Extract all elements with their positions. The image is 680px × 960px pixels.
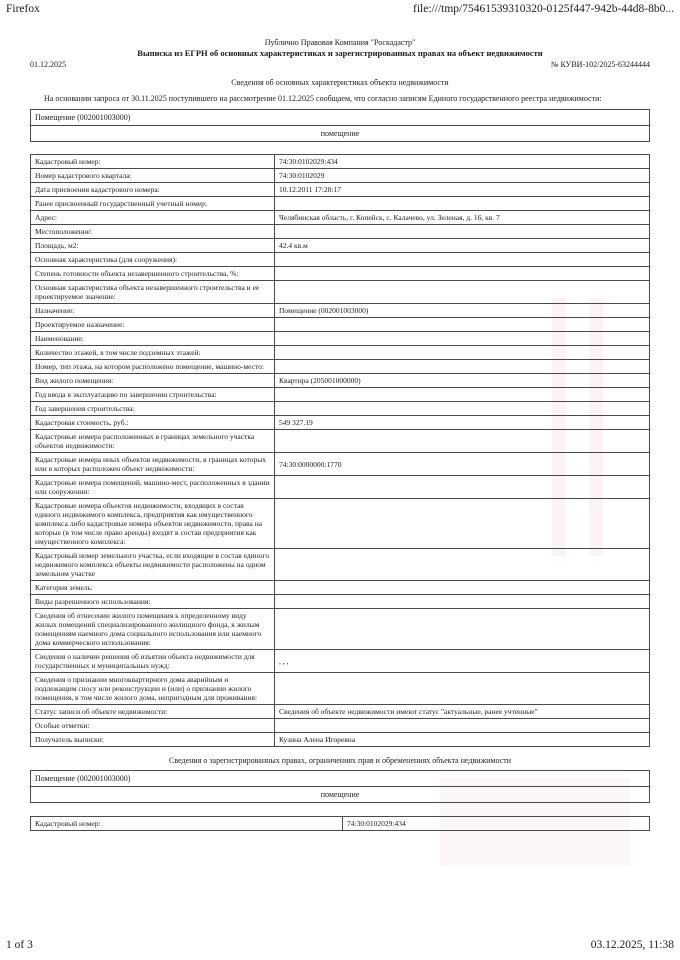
table-row [31,402,650,416]
row-label: Сведения о наличии решения об изъятии объекта недвижимости для государственных и муниципальных нужд: [31,650,275,673]
row-value [275,281,650,304]
object-type: Помещение (002001003000) [31,771,650,787]
row-value [275,332,650,346]
table-row [31,267,650,281]
row-label: Год завершения строительства: [31,402,275,416]
row-label: Проектируемое назначение: [31,318,275,332]
main-table-body [31,155,650,747]
object-type-row [31,110,650,126]
section-title-rights: Сведения о зарегистрированных правах, ограничениях прав и обременениях объекта недвижимости [169,756,511,765]
row-label: Вид жилого помещения: [31,374,275,388]
rights-object-header-table [30,770,650,803]
table-row [31,719,650,733]
document-url: file:///tmp/75461539310320-0125f447-942b-44d8-8b0... [413,3,674,15]
row-label: Основная характеристика объекта незавершенного строительства и ее проектируемое значение: [31,281,275,304]
row-label: Площадь, м2: [31,239,275,253]
row-label: Категория земель: [31,581,275,595]
app-title: Firefox [6,3,40,15]
row-value: 74:30:0000000:1770 [275,453,650,476]
object-type-row [31,771,650,787]
intro-paragraph: На основании запроса от 30.11.2025 поступившего на рассмотрение 01.12.2025 сообщаем, что согласно записям Единого государственного реестра недвижимости: [44,94,602,103]
row-value [275,499,650,549]
table-row [31,650,650,673]
table-row [31,281,650,304]
row-label: Основная характеристика (для сооружения): [31,253,275,267]
document-meta [30,60,650,69]
row-label: Адрес: [31,211,275,225]
table-row [31,673,650,705]
row-label: Год ввода в эксплуатацию по завершении строительства: [31,388,275,402]
row-label: Виды разрешенного использования: [31,595,275,609]
row-value: 549 327.19 [275,416,650,430]
row-value [275,595,650,609]
company-name: Публично Правовая Компания "Роскадастр" [264,38,416,47]
object-header-table [30,109,650,142]
table-row [31,453,650,476]
row-value [275,402,650,416]
table-row [31,581,650,595]
row-value: Сведения об объекте недвижимости имеют статус "актуальные, ранее учтенные" [275,705,650,719]
row-value: Кузина Алена Игоревна [275,733,650,747]
table-row [31,705,650,719]
page-indicator: 1 of 3 [6,939,33,951]
table-row [31,318,650,332]
row-label: Дата присвоения кадастрового номера: [31,183,275,197]
row-label: Кадастровая стоимость, руб.: [31,416,275,430]
row-label: Кадастровые номера помещений, машино-мест, расположенных в здании или сооружении: [31,476,275,499]
row-label: Местоположение: [31,225,275,239]
row-label: Ранее присвоенный государственный учетный номер: [31,197,275,211]
row-label: Кадастровый номер: [31,155,275,169]
row-value: 74:30:0102029 [275,169,650,183]
row-value: 74:30:0102029:434 [275,155,650,169]
row-value [275,318,650,332]
table-row [31,239,650,253]
row-label: Получатель выписки: [31,733,275,747]
table-row [31,374,650,388]
object-kind: помещение [31,787,650,803]
document-title: Выписка из ЕГРН об основных характеристиках и зарегистрированных правах на объект недвижимости [137,48,543,58]
table-row [31,388,650,402]
row-label: Номер, тип этажа, на котором расположено помещение, машино-место: [31,360,275,374]
object-kind-row [31,126,650,142]
table-row [31,197,650,211]
print-datetime: 03.12.2025, 11:38 [590,939,674,951]
row-value [275,346,650,360]
table-row [31,183,650,197]
row-value: 74:30:0102029:434 [343,817,650,831]
table-row [31,346,650,360]
row-value: Челябинская область, г. Копейск, с. Калачево, ул. Зеленая, д. 16, кв. 7 [275,211,650,225]
row-value: Помещение (002001003000) [275,304,650,318]
row-label: Количество этажей, в том числе подземных этажей: [31,346,275,360]
row-value [275,267,650,281]
print-header [6,3,674,15]
row-label: Степень готовности объекта незавершенного строительства, %: [31,267,275,281]
table-row [31,416,650,430]
row-label: Сведения об отнесении жилого помещения к определенному виду жилых помещений специализированного жилищного фонда, к жилым помещениям наемного дома социального использования или наемного дома коммерческого использования: [31,609,275,650]
row-value [275,430,650,453]
object-kind: помещение [31,126,650,142]
row-value [275,476,650,499]
row-value [275,549,650,581]
document-page [30,38,650,831]
table-row [31,549,650,581]
document-date: 01.12.2025 [30,60,66,69]
table-row [31,332,650,346]
table-row [31,304,650,318]
table-row [31,499,650,549]
document-number: № КУВИ-102/2025-63244444 [550,60,650,69]
table-row [31,733,650,747]
row-value [275,360,650,374]
row-label: Кадастровые номера иных объектов недвижимости, в границах которых или в которых расположен объект недвижимости: [31,453,275,476]
table-row [31,225,650,239]
row-value [275,609,650,650]
print-footer [6,939,674,951]
row-value [275,581,650,595]
row-value [275,719,650,733]
table-row [31,476,650,499]
main-characteristics-table [30,154,650,747]
row-value [275,197,650,211]
row-label: Назначение: [31,304,275,318]
row-label: Сведения о признании многоквартирного дома аварийным и подлежащим сносу или реконструкции и (или) о признании жилого помещения, в том числе жилого дома, непригодным для проживания: [31,673,275,705]
table-row [31,211,650,225]
row-value: 42.4 кв.м [275,239,650,253]
row-value: Квартира (205001000000) [275,374,650,388]
table-row [31,155,650,169]
object-kind-row [31,787,650,803]
row-label: Номер кадастрового квартала: [31,169,275,183]
row-label: Особые отметки: [31,719,275,733]
row-value [275,253,650,267]
row-label: Статус записи об объекте недвижимости: [31,705,275,719]
table-row [31,253,650,267]
rights-table-body [31,817,650,831]
table-row [31,817,650,831]
row-value [275,225,650,239]
row-value: , , , [275,650,650,673]
row-label: Наименование: [31,332,275,346]
table-row [31,595,650,609]
row-label: Кадастровые номера объектов недвижимости, входящих в состав единого недвижимого комплекса, предприятия как имущественного комплекса либо кадастровые номера объектов недвижимости, права на которые (в том числе право аренды) входят в состав предприятия как имущественного комплекса: [31,499,275,549]
row-label: Кадастровый номер: [31,817,343,831]
row-value [275,388,650,402]
section-title-main: Сведения об основных характеристиках объекта недвижимости [231,78,449,87]
row-value: 10.12.2011 17:28:17 [275,183,650,197]
table-row [31,609,650,650]
rights-table [30,816,650,831]
row-value [275,673,650,705]
row-label: Кадастровый номер земельного участка, если входящие в состав единого недвижимого комплекса объекты недвижимости расположены на одном земельном участке [31,549,275,581]
row-label: Кадастровые номера расположенных в границах земельного участка объектов недвижимости: [31,430,275,453]
table-row [31,430,650,453]
table-row [31,169,650,183]
object-type: Помещение (002001003000) [31,110,650,126]
table-row [31,360,650,374]
